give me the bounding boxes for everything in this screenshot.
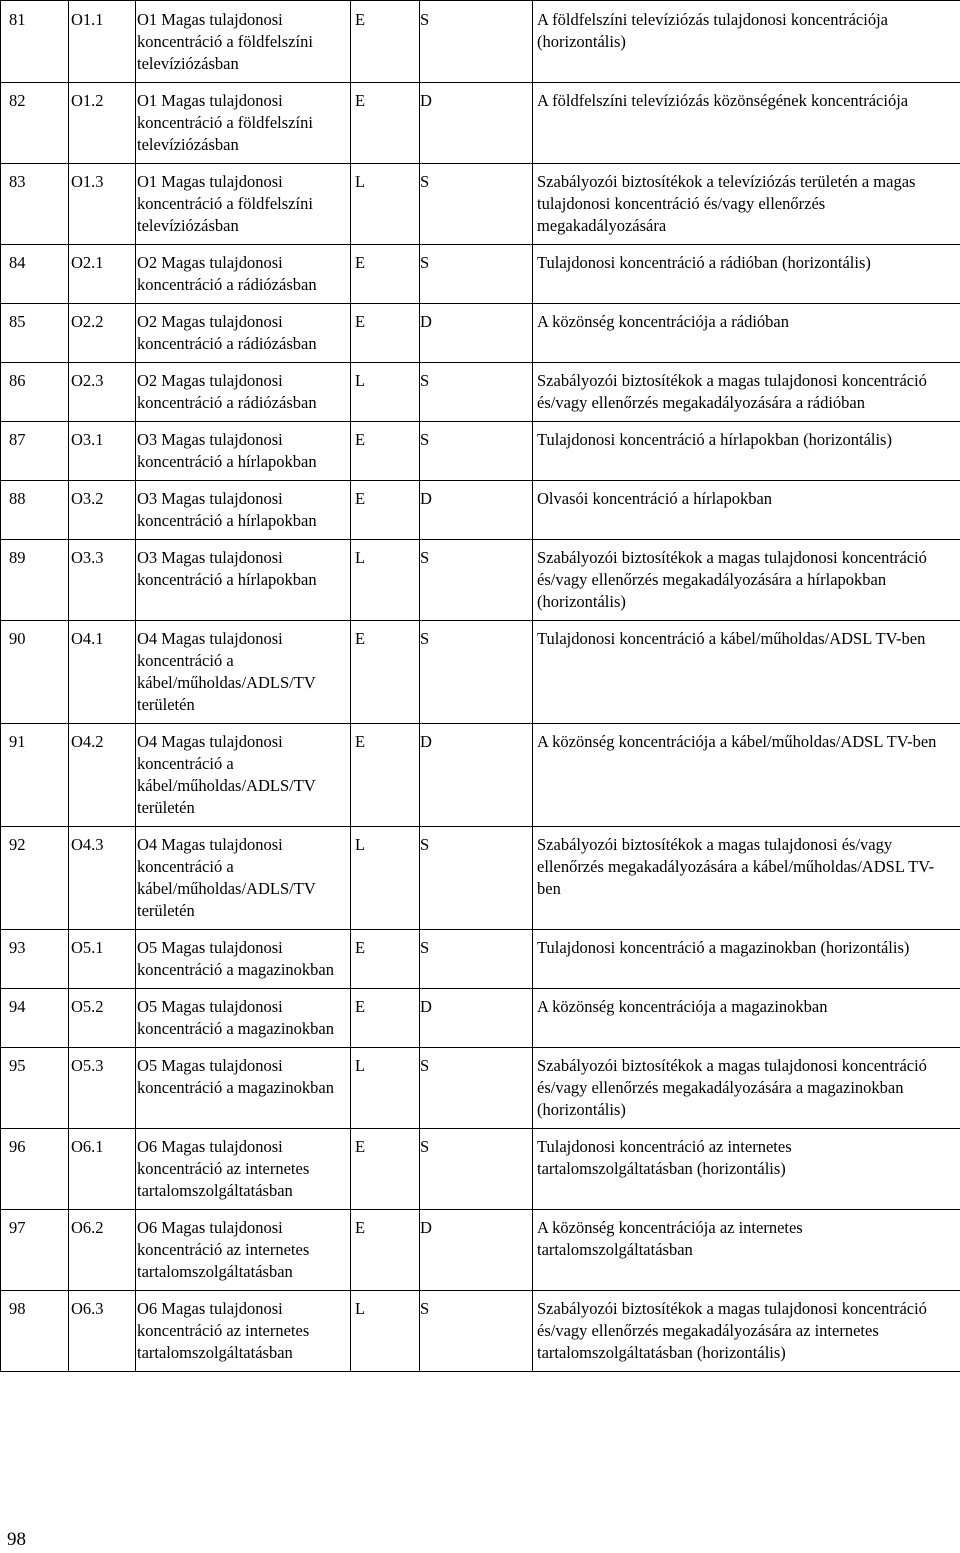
indicator-code: O1.2 [69,83,136,164]
indicator-type: E [351,83,420,164]
indicator-level: D [420,1210,533,1291]
indicator-name: O6 Magas tulajdonosi koncentráció az internetes tartalomszolgáltatásban [136,1291,351,1372]
indicator-name: O5 Magas tulajdonosi koncentráció a magazinokban [136,989,351,1048]
indicator-description: A közönség koncentrációja az internetes tartalomszolgáltatásban [533,1210,960,1291]
indicator-name: O1 Magas tulajdonosi koncentráció a földfelszíni televíziózásban [136,1,351,83]
table-row [1,164,960,245]
indicator-code: O1.1 [69,1,136,83]
table-row [1,930,960,989]
indicator-description: Olvasói koncentráció a hírlapokban [533,481,960,540]
row-number: 86 [1,363,69,422]
row-number: 95 [1,1048,69,1129]
indicator-level: D [420,724,533,827]
indicator-level: S [420,930,533,989]
indicator-name: O3 Magas tulajdonosi koncentráció a hírlapokban [136,422,351,481]
indicator-type: L [351,1291,420,1372]
indicator-level: S [420,1291,533,1372]
indicator-type: L [351,1048,420,1129]
indicator-name: O1 Magas tulajdonosi koncentráció a földfelszíni televíziózásban [136,164,351,245]
indicator-name: O4 Magas tulajdonosi koncentráció a kábel/műholdas/ADLS/TV területén [136,827,351,930]
row-number: 94 [1,989,69,1048]
table-row [1,540,960,621]
indicator-code: O6.1 [69,1129,136,1210]
table-row [1,827,960,930]
indicator-type: E [351,989,420,1048]
indicator-description: A közönség koncentrációja a kábel/műholdas/ADSL TV-ben [533,724,960,827]
indicator-level: S [420,245,533,304]
page-number: 98 [7,1529,26,1550]
indicator-description: Szabályozói biztosítékok a magas tulajdonosi koncentráció és/vagy ellenőrzés megakadályozására a rádióban [533,363,960,422]
indicator-type: L [351,164,420,245]
row-number: 90 [1,621,69,724]
indicator-type: L [351,363,420,422]
indicator-name: O4 Magas tulajdonosi koncentráció a kábel/műholdas/ADLS/TV területén [136,621,351,724]
indicator-level: D [420,989,533,1048]
indicator-description: Tulajdonosi koncentráció a magazinokban (horizontális) [533,930,960,989]
indicator-description: A közönség koncentrációja a magazinokban [533,989,960,1048]
indicator-code: O3.2 [69,481,136,540]
indicator-name: O5 Magas tulajdonosi koncentráció a magazinokban [136,1048,351,1129]
indicator-type: E [351,1210,420,1291]
indicator-type: E [351,930,420,989]
indicator-name: O4 Magas tulajdonosi koncentráció a kábel/műholdas/ADLS/TV területén [136,724,351,827]
indicator-type: L [351,540,420,621]
row-number: 84 [1,245,69,304]
row-number: 96 [1,1129,69,1210]
indicator-type: E [351,621,420,724]
table-row [1,422,960,481]
indicator-name: O6 Magas tulajdonosi koncentráció az internetes tartalomszolgáltatásban [136,1129,351,1210]
indicator-type: E [351,481,420,540]
indicator-description: Szabályozói biztosítékok a magas tulajdonosi koncentráció és/vagy ellenőrzés megakadályozására a magazinokban (horizontális) [533,1048,960,1129]
indicator-level: S [420,1,533,83]
indicator-description: Szabályozói biztosítékok a televíziózás területén a magas tulajdonosi koncentráció és/vagy ellenőrzés megakadályozására [533,164,960,245]
indicator-type: L [351,827,420,930]
row-number: 87 [1,422,69,481]
table-row [1,1291,960,1372]
table-row [1,363,960,422]
row-number: 83 [1,164,69,245]
table-row [1,989,960,1048]
indicator-level: S [420,363,533,422]
table-row [1,724,960,827]
indicator-code: O6.3 [69,1291,136,1372]
table-row [1,1048,960,1129]
indicator-code: O5.3 [69,1048,136,1129]
indicator-description: Tulajdonosi koncentráció a hírlapokban (horizontális) [533,422,960,481]
indicator-level: D [420,304,533,363]
indicator-description: A közönség koncentrációja a rádióban [533,304,960,363]
indicator-code: O2.2 [69,304,136,363]
table-row [1,1,960,83]
indicator-description: Tulajdonosi koncentráció az internetes tartalomszolgáltatásban (horizontális) [533,1129,960,1210]
indicator-type: E [351,422,420,481]
indicator-type: E [351,724,420,827]
indicator-level: S [420,827,533,930]
indicator-code: O2.3 [69,363,136,422]
indicator-code: O5.2 [69,989,136,1048]
indicator-description: Tulajdonosi koncentráció a rádióban (horizontális) [533,245,960,304]
indicator-description: Szabályozói biztosítékok a magas tulajdonosi és/vagy ellenőrzés megakadályozására a kábel/műholdas/ADSL TV-ben [533,827,960,930]
row-number: 93 [1,930,69,989]
indicator-description: Szabályozói biztosítékok a magas tulajdonosi koncentráció és/vagy ellenőrzés megakadályozására az internetes tartalomszolgáltatásban (horizontális) [533,1291,960,1372]
indicator-type: E [351,1,420,83]
indicator-level: S [420,422,533,481]
indicator-code: O4.2 [69,724,136,827]
indicator-name: O6 Magas tulajdonosi koncentráció az internetes tartalomszolgáltatásban [136,1210,351,1291]
indicator-type: E [351,304,420,363]
indicator-name: O2 Magas tulajdonosi koncentráció a rádiózásban [136,245,351,304]
table-row [1,1210,960,1291]
indicator-type: E [351,245,420,304]
indicator-code: O2.1 [69,245,136,304]
indicator-code: O4.1 [69,621,136,724]
indicator-code: O6.2 [69,1210,136,1291]
row-number: 81 [1,1,69,83]
indicator-code: O5.1 [69,930,136,989]
row-number: 88 [1,481,69,540]
row-number: 91 [1,724,69,827]
indicator-description: Tulajdonosi koncentráció a kábel/műholdas/ADSL TV-ben [533,621,960,724]
indicator-name: O2 Magas tulajdonosi koncentráció a rádiózásban [136,363,351,422]
indicator-level: S [420,1129,533,1210]
indicator-name: O1 Magas tulajdonosi koncentráció a földfelszíni televíziózásban [136,83,351,164]
indicator-code: O3.1 [69,422,136,481]
table-row [1,245,960,304]
table-row [1,621,960,724]
row-number: 92 [1,827,69,930]
row-number: 82 [1,83,69,164]
indicator-level: D [420,83,533,164]
indicator-level: D [420,481,533,540]
table-row [1,304,960,363]
row-number: 97 [1,1210,69,1291]
indicator-name: O2 Magas tulajdonosi koncentráció a rádiózásban [136,304,351,363]
row-number: 89 [1,540,69,621]
row-number: 85 [1,304,69,363]
indicator-name: O5 Magas tulajdonosi koncentráció a magazinokban [136,930,351,989]
indicator-code: O3.3 [69,540,136,621]
table-row [1,1129,960,1210]
indicator-level: S [420,540,533,621]
indicator-description: A földfelszíni televíziózás közönségének koncentrációja [533,83,960,164]
indicator-table-body [1,1,960,1372]
indicator-level: S [420,1048,533,1129]
indicator-description: Szabályozói biztosítékok a magas tulajdonosi koncentráció és/vagy ellenőrzés megakadályozására a hírlapokban (horizontális) [533,540,960,621]
indicator-level: S [420,621,533,724]
indicator-name: O3 Magas tulajdonosi koncentráció a hírlapokban [136,540,351,621]
indicator-level: S [420,164,533,245]
table-row [1,83,960,164]
indicator-description: A földfelszíni televíziózás tulajdonosi koncentrációja (horizontális) [533,1,960,83]
indicator-code: O1.3 [69,164,136,245]
indicator-name: O3 Magas tulajdonosi koncentráció a hírlapokban [136,481,351,540]
indicator-code: O4.3 [69,827,136,930]
table-row [1,481,960,540]
row-number: 98 [1,1291,69,1372]
indicator-type: E [351,1129,420,1210]
